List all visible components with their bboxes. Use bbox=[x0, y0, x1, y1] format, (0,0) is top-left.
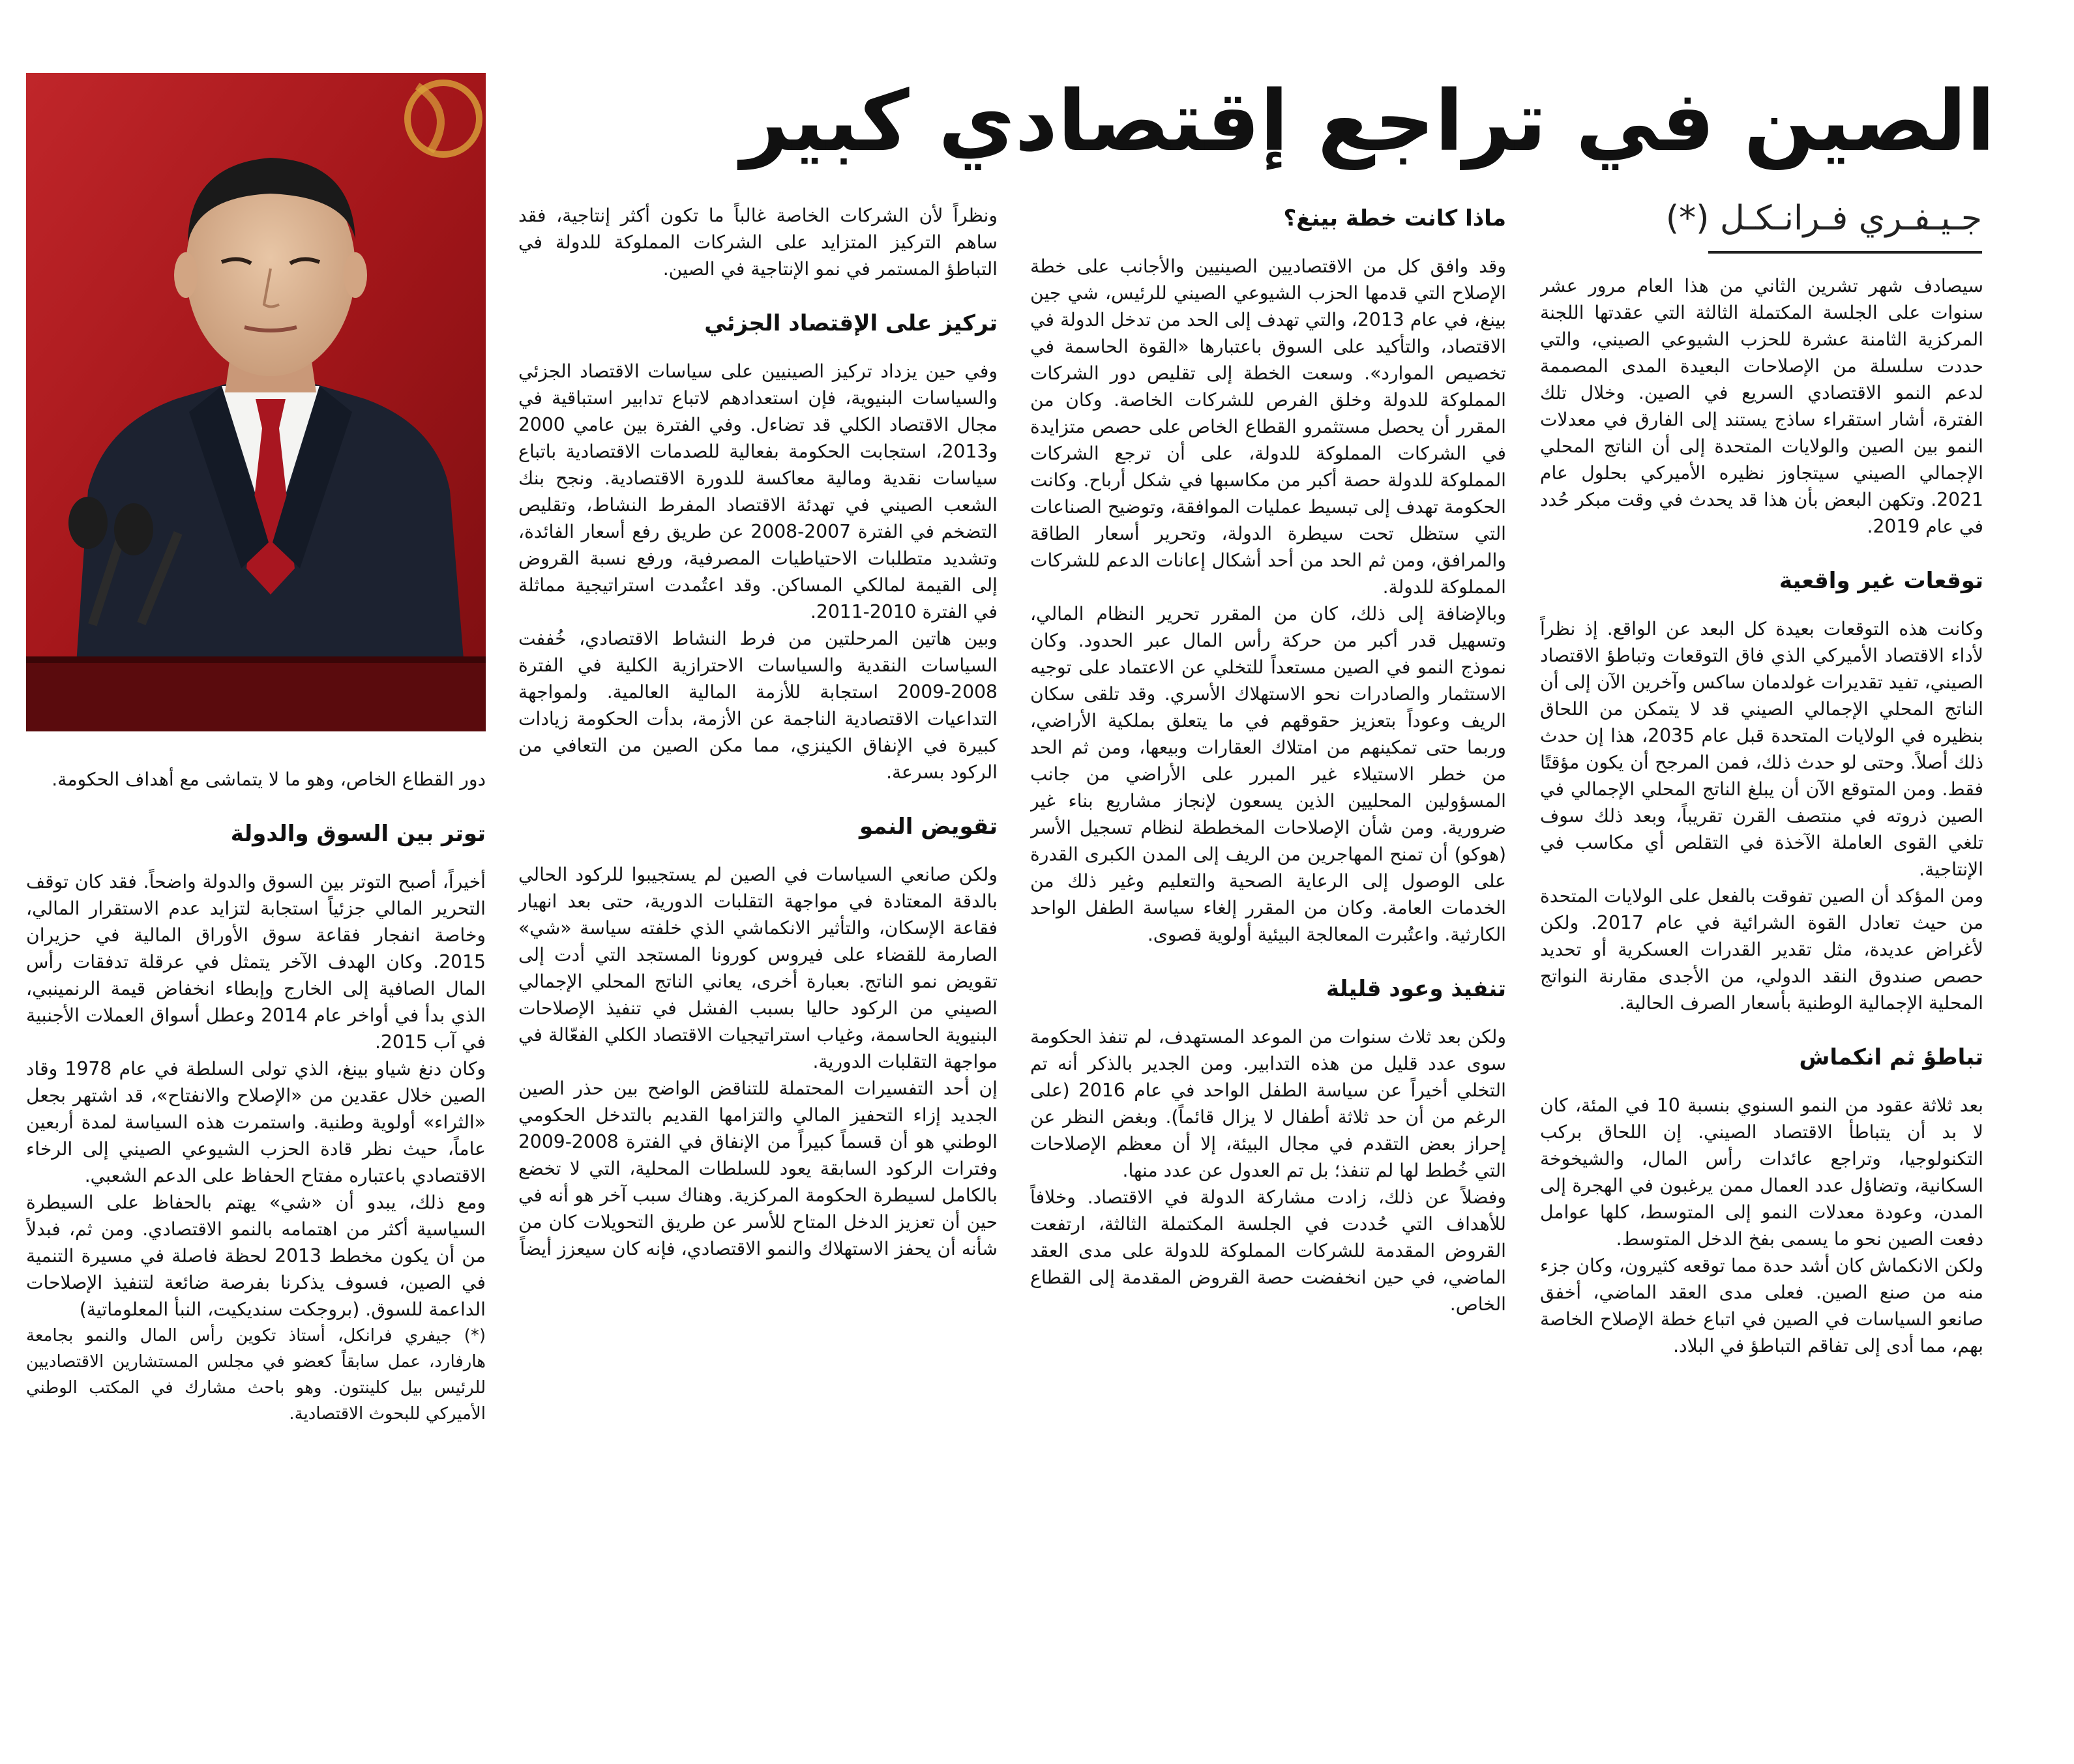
subheading: تركيز على الإقتصاد الجزئي bbox=[704, 310, 998, 336]
article-column-1 bbox=[1540, 272, 1983, 1752]
subheading: توتر بين السوق والدولة bbox=[230, 821, 486, 847]
subheading: تباطؤ ثم انكماش bbox=[1799, 1044, 1983, 1070]
article-column-2 bbox=[1030, 202, 1506, 1754]
byline-rule bbox=[1708, 251, 1982, 254]
paragraph: وبين هاتين المرحلتين من فرط النشاط الاقتصادي، خُففت السياسات النقدية والسياسات الاحترازية الكلية في الفترة 2008-2009 استجابة للأزمة المالية العالمية. ولمواجهة التداعيات الاقتصادية الناجمة عن الأزمة، بدأت الحكومة زيادات كبيرة في الإنفاق الكينزي، مما مكن الصين من التعافي من الركود بسرعة. bbox=[518, 628, 998, 783]
paragraph: ومع ذلك، يبدو أن «شي» يهتم بالحفاظ على السيطرة السياسية أكثر من اهتمامه بالنمو الاقتصادي. ومن ثم، فبدلاً من أن يكون مخطط 2013 لحظة فاصلة في مسيرة التنمية في الصين، فسوف يذكرنا بفرصة ضائعة لتنفيذ الإصلاحات الداعمة للسوق. (بروجكت سنديكيت، النبأ المعلوماتية) bbox=[26, 1192, 486, 1320]
paragraph: بعد ثلاثة عقود من النمو السنوي بنسبة 10 في المئة، كان لا بد أن يتباطأ الاقتصاد الصيني. إن اللحاق بركب التكنولوجيا، وتراجع عائدات رأس المال، والشيخوخة السكانية، وتضاؤل عدد العمال ممن يرغبون في الهجرة إلى المدن، وعودة معدلات النمو إلى المتوسط، كلها عوامل دفعت الصين نحو ما يسمى بفخ الدخل المتوسط. bbox=[1540, 1095, 1983, 1250]
article-column-4 bbox=[26, 766, 486, 1754]
paragraph: وبالإضافة إلى ذلك، كان من المقرر تحرير النظام المالي، وتسهيل قدر أكبر من حركة رأس المال عبر الحدود. وكان نموذج النمو في الصين مستعداً للتخلي عن الاعتماد على توجيه الاستثمار والصادرات نحو الاستهلاك الأسري. وقد تلقى سكان الريف وعوداً بتعزيز حقوقهم في ما يتعلق بملكية الأراضي، وربما حتى تمكينهم من امتلاك العقارات وبيعها، ومن ثم الحد من خطر الاستيلاء غير المبرر على الأراضي من جانب المسؤولين المحليين الذين يسعون لإنجاز مشاريع بناء غير ضرورية. ومن شأن الإصلاحات المخططة لنظام تسجيل الأسر (هوكو) أن تمنح المهاجرين من الريف إلى المدن الكبرى القدرة على الوصول إلى الرعاية الصحية والتعليم وغير ذلك من الخدمات العامة. وكان من المقرر إلغاء سياسة الطفل الواحد الكارثية. واعتُبرت المعالجة البيئية أولوية قصوى. bbox=[1030, 603, 1506, 945]
subheading: توقعات غير واقعية bbox=[1779, 568, 1983, 594]
paragraph: سيصادف شهر تشرين الثاني من هذا العام مرور عشر سنوات على الجلسة المكتملة الثالثة التي عقدتها اللجنة المركزية الثامنة عشرة للحزب الشيوعي الصيني، والتي حددت سلسلة من الإصلاحات البعيدة المدى المصممة لدعم النمو الاقتصادي السريع في الصين. وخلال تلك الفترة، أشار استقراء ساذج يستند إلى الفارق في معدلات النمو بين الصين والولايات المتحدة إلى أن الناتج المحلي الإجمالي الصيني سيتجاوز نظيره الأميركي بحلول عام 2021. وتكهن البعض بأن هذا قد يحدث في وقت مبكر حُدد في عام 2019. bbox=[1540, 275, 1983, 537]
paragraph: وكان دنغ شياو بينغ، الذي تولى السلطة في عام 1978 وقاد الصين خلال عقدين من «الإصلاح والانفتاح»، قد اشتهر بجعل «الثراء» أولوية وطنية. واستمرت هذه السياسة لمدة أربعين عاماً، حيث نظر قادة الحزب الشيوعي الصيني إلى الرخاء الاقتصادي باعتباره مفتاح الحفاظ على الدعم الشعبي. bbox=[26, 1058, 486, 1186]
article-column-3 bbox=[518, 202, 998, 1754]
subheading: تنفيذ وعود قليلة bbox=[1326, 976, 1506, 1002]
paragraph: إن أحد التفسيرات المحتملة للتناقض الواضح بين حذر الصين الجديد إزاء التحفيز المالي والتزامها القديم بالتدخل الحكومي الوطني هو أن قسماً كبيراً من الإنفاق في الفترة 2008-2009 وفترات الركود السابقة يعود للسلطات المحلية، التي لا تخضع بالكامل لسيطرة الحكومة المركزية. وهناك سبب آخر هو أنه في حين أن تعزيز الدخل المتاح للأسر عن طريق التحويلات كان من شأنه أن يحفز الاستهلاك والنمو الاقتصادي، فإنه كان سيعزز أيضاً bbox=[518, 1078, 998, 1259]
paragraph: ومن المؤكد أن الصين تفوقت بالفعل على الولايات المتحدة من حيث تعادل القوة الشرائية في عام 2017. ولكن لأغراض عديدة، مثل تقدير القدرات العسكرية أو تحديد حصص صندوق النقد الدولي، من الأجدى مقارنة النواتج المحلية الإجمالية الوطنية بأسعار الصرف الحالية. bbox=[1540, 885, 1983, 1014]
article-photo bbox=[26, 73, 486, 731]
paragraph: وفضلاً عن ذلك، زادت مشاركة الدولة في الاقتصاد. وخلافاً للأهداف التي حُددت في الجلسة المكتملة الثالثة، ارتفعت القروض المقدمة للشركات المملوكة للدولة على مدى العقد الماضي، في حين انخفضت حصة القروض المقدمة إلى القطاع الخاص. bbox=[1030, 1186, 1506, 1315]
paragraph: ولكن صانعي السياسات في الصين لم يستجيبوا للركود الحالي بالدقة المعتادة في مواجهة التقلبات الدورية، حتى بعد انهيار فقاعة الإسكان، والتأثير الانكماشي الذي خلفته سياسة «شي» الصارمة للقضاء على فيروس كورونا المستجد التي أدت إلى تقويض نمو الناتج. بعبارة أخرى، يعاني الناتج المحلي الإجمالي الصيني من الركود حاليا بسبب الفشل في تنفيذ الإصلاحات البنيوية الحاسمة، وغياب استراتيجيات الاقتصاد الكلي الفعّالة في مواجهة التقلبات الدورية. bbox=[518, 864, 998, 1072]
paragraph: ونظراً لأن الشركات الخاصة غالباً ما تكون أكثر إنتاجية، فقد ساهم التركيز المتزايد على الشركات المملوكة للدولة في التباطؤ المستمر في نمو الإنتاجية في الصين. bbox=[518, 205, 998, 280]
paragraph: وقد وافق كل من الاقتصاديين الصينيين والأجانب على خطة الإصلاح التي قدمها الحزب الشيوعي الصيني للرئيس، شي جين بينغ، في عام 2013، والتي تهدف إلى الحد من تدخل الدولة في الاقتصاد، والتأكيد على السوق باعتبارها «القوة الحاسمة في تخصيص الموارد». وسعت الخطة إلى تقليص دور الشركات المملوكة للدولة وخلق الفرص للشركات الخاصة. وكان من المقرر أن يحصل مستثمرو القطاع الخاص على حصص متزايدة في الشركات المملوكة للدولة، على أن ترجع الشركات المملوكة للدولة حصة أكبر من مكاسبها في شكل أرباح. وكانت الحكومة تهدف إلى تبسيط عمليات الموافقة، وتوضيح الصناعات التي ستظل تحت سيطرة الدولة، وتحرير أسعار الطاقة والمرافق، ومن ثم الحد من أحد أشكال إعانات الدعم للشركات المملوكة للدولة. bbox=[1030, 256, 1506, 598]
paragraph: أخيراً، أصبح التوتر بين السوق والدولة واضحاً. فقد كان توقف التحرير المالي جزئياً استجابة لتزايد عدم الاستقرار المالي، وخاصة انفجار فقاعة سوق الأوراق المالية في حزيران 2015. وكان الهدف الآخر يتمثل في عرقلة تدفقات رأس المال الصافية إلى الخارج وإبطاء انخفاض قيمة الرنمينبي، الذي بدأ في أواخر عام 2014 وعطل أسواق العملات الأجنبية في آب 2015. bbox=[26, 871, 486, 1053]
headline: الصين في تراجع إقتصادي كبير bbox=[741, 73, 1995, 170]
paragraph: وكانت هذه التوقعات بعيدة كل البعد عن الواقع. إذ نظراً لأداء الاقتصاد الأميركي الذي فاق التوقعات وتباطؤ الاقتصاد الصيني، تفيد تقديرات غولدمان ساكس وآخرين الآن إلى أن الناتج المحلي الإجمالي الصيني قد لا يتمكن من اللحاق بنظيره في الولايات المتحدة قبل عام 2035، هذا إن حدث ذلك أصلاً. وحتى لو حدث ذلك، فمن المرجح أن يكون مؤقتًا فقط. ومن المتوقع الآن أن يبلغ الناتج المحلي الإجمالي في الصين ذروته في منتصف القرن تقريباً، وبعد ذلك سوف تلغي القوى العاملة الآخذة في التقلص أي مكاسب في الإنتاجية. bbox=[1540, 618, 1983, 880]
portrait-illustration bbox=[26, 73, 486, 731]
author-note: (*) جيفري فرانكل، أستاذ تكوين رأس المال والنمو بجامعة هارفارد، عمل سابقاً كعضو في مجلس المستشارين الاقتصاديين للرئيس بيل كلينتون. وهو باحث مشارك في المكتب الوطني الأميركي للبحوث الاقتصادية. bbox=[26, 1326, 486, 1424]
paragraph: ولكن الانكماش كان أشد حدة مما توقعه كثيرون، وكان جزء منه من صنع الصين. فعلى مدى العقد الماضي، أخفق صانعو السياسات في الصين في اتباع خطة الإصلاح الخاصة بهم، مما أدى إلى تفاقم التباطؤ في البلاد. bbox=[1540, 1255, 1983, 1357]
subheading: تقويض النمو bbox=[859, 814, 998, 840]
paragraph: وفي حين يزداد تركيز الصينيين على سياسات الاقتصاد الجزئي والسياسات البنيوية، فإن استعدادهم لاتباع تدابير استباقية في مجال الاقتصاد الكلي قد تضاءل. وفي الفترة بين عامي 2000 و2013، استجابت الحكومة بفعالية للصدمات الاقتصادية باتباع سياسات نقدية ومالية معاكسة للدورة الاقتصادية. ونجح بنك الشعب الصيني في تهدئة الاقتصاد المفرط النشاط، وتقليص التضخم في الفترة 2007-2008 عن طريق رفع أسعار الفائدة، وتشديد متطلبات الاحتياطيات المصرفية، ورفع نسبة القروض إلى القيمة لمالكي المساكن. وقد اعتُمدت استراتيجية مماثلة في الفترة 2010-2011. bbox=[518, 360, 998, 623]
paragraph: ولكن بعد ثلاث سنوات من الموعد المستهدف، لم تنفذ الحكومة سوى عدد قليل من هذه التدابير. ومن الجدير بالذكر أنه تم التخلي أخيراً عن سياسة الطفل الواحد في عام 2016 (على الرغم من أن حد ثلاثة أطفال لا يزال قائماً). وبغض النظر عن إحراز بعض التقدم في مجال البيئة، إلا أن معظم الإصلاحات التي خُطط لها لم تنفذ؛ بل تم العدول عن عدد منها. bbox=[1030, 1026, 1506, 1181]
paragraph: دور القطاع الخاص، وهو ما لا يتماشى مع أهداف الحكومة. bbox=[52, 769, 486, 790]
byline: جـيـفـري فـرانـكـل (*) bbox=[1665, 199, 1982, 238]
subheading: ماذا كانت خطة بينغ؟ bbox=[1283, 205, 1506, 231]
